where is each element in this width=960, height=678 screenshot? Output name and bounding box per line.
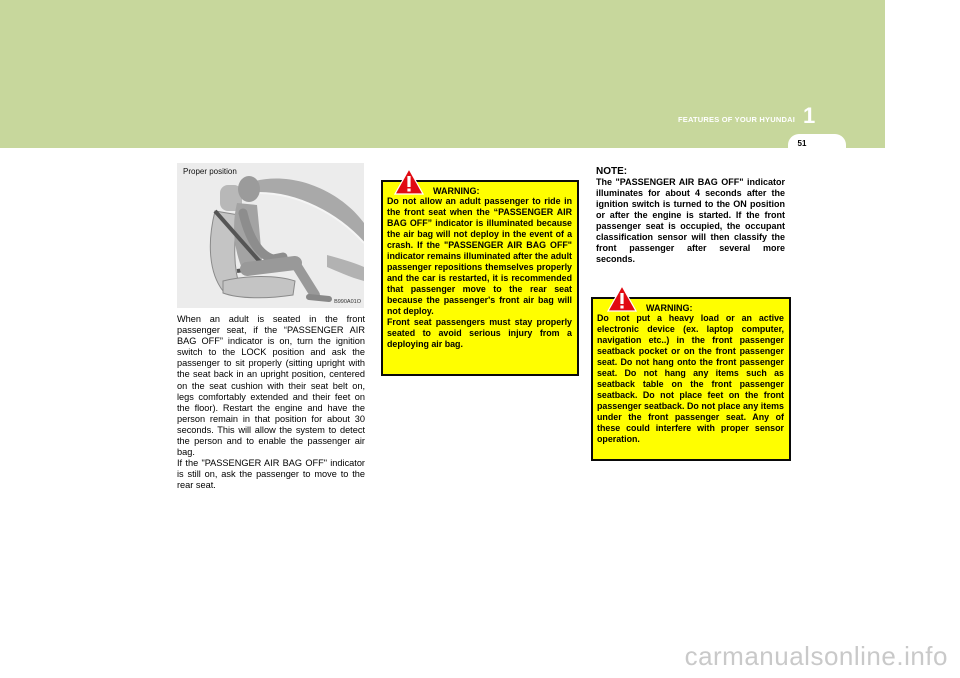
warning-text: Front seat passengers must stay properly seated to avoid serious injury from a deploying air bag. bbox=[387, 317, 572, 349]
warning-triangle-icon bbox=[607, 285, 637, 312]
note-block bbox=[596, 166, 785, 265]
figure-code: B990A01O bbox=[334, 299, 361, 305]
passenger-shin bbox=[295, 263, 315, 295]
note-title: NOTE: bbox=[596, 166, 628, 177]
passenger-thigh bbox=[247, 263, 295, 269]
seat-cushion bbox=[223, 277, 295, 298]
dashboard bbox=[327, 255, 364, 281]
body-text bbox=[177, 314, 365, 492]
figure-label: Proper position bbox=[183, 167, 237, 176]
note-text: The "PASSENGER AIR BAG OFF" indicator illuminates for about 4 seconds after the ignition switch is turned to the ON position or after the engine is started. If the front passenger seat is occupied, the occupant classification sensor will then classify the front passenger after several more seconds. bbox=[596, 177, 785, 264]
section-title: FEATURES OF YOUR HYUNDAI bbox=[677, 115, 795, 124]
body-paragraph: When an adult is seated in the front passenger seat, if the “PASSENGER AIR BAG OFF” indicator is on, turn the ignition switch to the LOCK position and ask the passenger to sit properly (sitting upright with the seat back in an upright position, centered on the seat cushion with their seat belt on, legs comfortably extended and their feet on the floor). Restart the engine and have the person remain in that position for about 30 seconds. This will allow the system to detect the person and to enable the passenger air bag. bbox=[177, 314, 365, 458]
watermark: carmanualsonline.info bbox=[684, 641, 948, 671]
warning-text: Do not allow an adult passenger to ride in the front seat when the “PASSENGER AIR BAG OFF” indicator is illuminated because the air bag will not deploy in the event of a crash. If the "PASSENGER AIR BAG OFF" indicator remains illuminated after the adult passenger repositions themselves properly and the car is restarted, it is recommended that passenger move to the rear seat because the passenger's front air bag will not deploy. bbox=[387, 196, 572, 316]
warning-triangle-icon bbox=[394, 168, 424, 195]
page-number: 51 bbox=[797, 139, 807, 148]
warning-text: Do not put a heavy load or an active electronic device (ex. laptop computer, navigation etc..) in the front passenger seatback pocket or on the front passenger seat. Do not hang onto the front passenger seat. Do not hang any items such as seatback table on the front passenger seatback. Do not place feet on the front passenger seatback. Do not place any items under the front passenger seat. Any of these could interfere with proper sensor operation. bbox=[597, 313, 784, 444]
warning-box-heavy-load bbox=[591, 297, 791, 461]
proper-position-illustration bbox=[177, 163, 364, 308]
warning-title: WARNING: bbox=[646, 303, 693, 313]
body-paragraph: If the "PASSENGER AIR BAG OFF" indicator is still on, ask the passenger to move to the rear seat. bbox=[177, 458, 365, 491]
seated-passenger-drawing bbox=[177, 163, 364, 308]
warning-box-adult-passenger bbox=[381, 180, 579, 376]
passenger-foot bbox=[309, 297, 329, 299]
warning-title: WARNING: bbox=[433, 186, 480, 196]
header-band bbox=[0, 0, 885, 148]
passenger-head bbox=[238, 176, 260, 202]
chapter-number: 1 bbox=[803, 103, 816, 128]
windshield-pillar bbox=[255, 179, 364, 243]
